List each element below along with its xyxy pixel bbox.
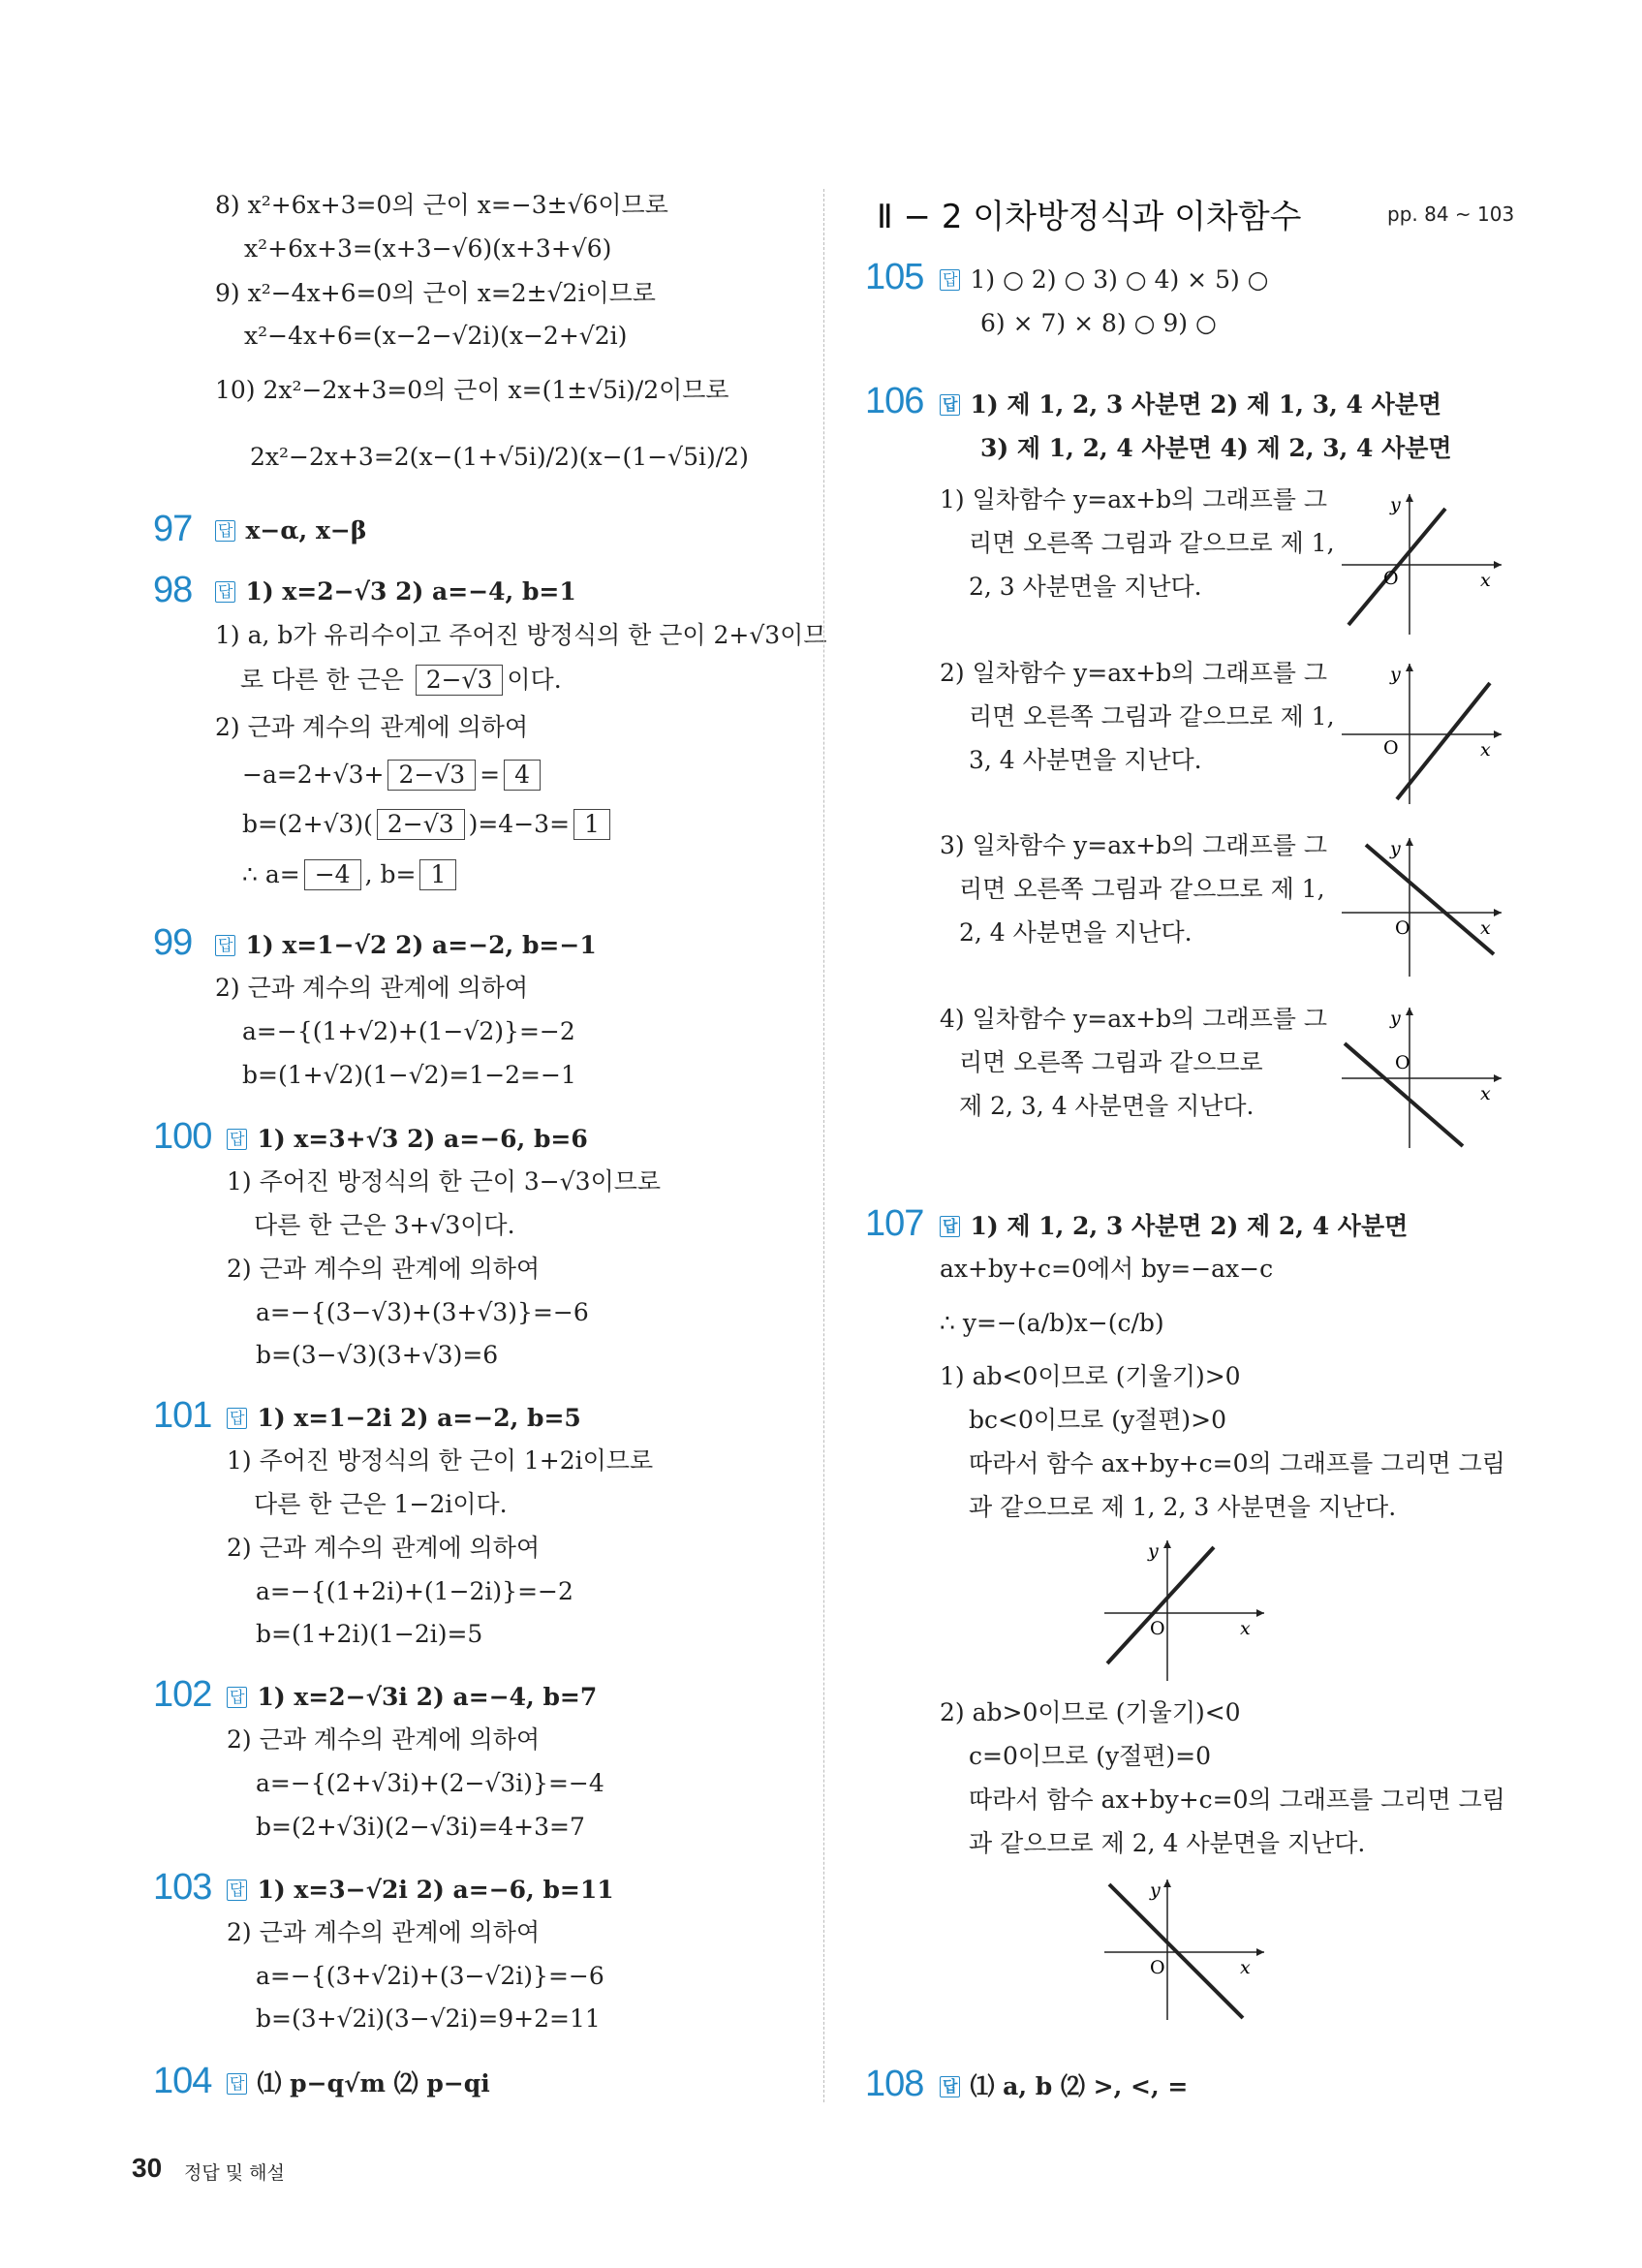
problem-number-104: 104	[153, 2061, 212, 2101]
origin-label: O	[1395, 1052, 1410, 1073]
origin-label: O	[1395, 917, 1410, 939]
y-axis-label: y	[1150, 1880, 1161, 1901]
answer-99-text: 1) x=1−√2 2) a=−2, b=−1	[245, 931, 597, 959]
p107-line-b3: 따라서 함수 ax+by+c=0의 그래프를 그리면 그림	[969, 1449, 1505, 1477]
answer-box: 2−√3	[416, 665, 504, 696]
p96-line-3: 9) x²−4x+6=0의 근이 x=2±√2i이므로	[215, 279, 656, 307]
answer-103	[227, 1875, 614, 1906]
p98-line-4	[242, 760, 544, 791]
answer-97-text: x−α, x−β	[245, 516, 367, 544]
answer-103-text: 1) x=3−√2i 2) a=−6, b=11	[257, 1876, 614, 1904]
p106-4-line-3: 제 2, 3, 4 사분면을 지난다.	[959, 1092, 1255, 1120]
y-axis-label: y	[1390, 1008, 1401, 1029]
section-title: Ⅱ − 2 이차방정식과 이차함수	[877, 198, 1302, 236]
p103-line-2: a=−{(3+√2i)+(3−√2i)}=−6	[256, 1962, 604, 1990]
answer-box: −4	[304, 859, 361, 890]
p100-line-5: b=(3−√3)(3+√3)=6	[256, 1341, 499, 1369]
graph-106-1	[1337, 489, 1506, 639]
text: −a=2+√3+	[242, 761, 385, 789]
p107-line-a1: ax+by+c=0에서 by=−ax−c	[940, 1255, 1274, 1283]
p101-line-4: a=−{(1+2i)+(1−2i)}=−2	[256, 1577, 573, 1605]
answer-107	[940, 1211, 1408, 1242]
answer-box: 1	[419, 859, 456, 890]
footer-label: 정답 및 해설	[184, 2162, 285, 2184]
p98-line-3: 2) 근과 계수의 관계에 의하여	[215, 713, 529, 741]
p106-2-line-1: 2) 일차함수 y=ax+b의 그래프를 그	[940, 659, 1327, 687]
p98-line-2	[240, 665, 562, 696]
answer-105-text-1: 1) ○ 2) ○ 3) ○ 4) × 5) ○	[970, 265, 1269, 294]
p107-line-c3: 따라서 함수 ax+by+c=0의 그래프를 그리면 그림	[969, 1786, 1505, 1814]
problem-number-97: 97	[153, 509, 193, 549]
p100-line-4: a=−{(3−√3)+(3+√3)}=−6	[256, 1298, 589, 1326]
p106-3-line-2: 리면 오른쪽 그림과 같으므로 제 1,	[959, 875, 1325, 903]
p98-line-6	[242, 859, 460, 890]
text: 로 다른 한 근은	[240, 666, 404, 694]
answer-tag: 답	[227, 1880, 247, 1901]
answer-105-row-1	[940, 264, 1269, 295]
graph-106-2	[1337, 659, 1506, 809]
p100-line-1: 1) 주어진 방정식의 한 근이 3−√3이므로	[227, 1167, 662, 1196]
p107-line-c4: 과 같으므로 제 2, 4 사분면을 지난다.	[969, 1829, 1366, 1857]
answer-tag: 답	[215, 935, 235, 956]
answer-100	[227, 1124, 588, 1155]
answer-97	[215, 515, 366, 546]
problem-number-102: 102	[153, 1674, 212, 1715]
p96-line-5: 10) 2x²−2x+3=0의 근이 x=(1±√5i)/2이므로	[215, 376, 729, 404]
origin-label: O	[1150, 1618, 1165, 1639]
answer-box: 4	[504, 760, 541, 791]
answer-98	[215, 576, 576, 607]
p106-2-line-2: 리면 오른쪽 그림과 같으므로 제 1,	[969, 702, 1335, 730]
p98-line-1: 1) a, b가 유리수이고 주어진 방정식의 한 근이 2+√3이므	[215, 621, 827, 649]
p107-line-b1: 1) ab<0이므로 (기울기)>0	[940, 1362, 1241, 1390]
answer-105-row-2: 6) × 7) × 8) ○ 9) ○	[980, 309, 1217, 337]
answer-108	[940, 2071, 1188, 2102]
p107-line-b4: 과 같으므로 제 1, 2, 3 사분면을 지난다.	[969, 1493, 1397, 1521]
p101-line-2: 다른 한 근은 1−2i이다.	[254, 1490, 508, 1518]
answer-box: 2−√3	[377, 809, 465, 840]
answer-100-text: 1) x=3+√3 2) a=−6, b=6	[257, 1125, 588, 1153]
answer-tag: 답	[227, 1129, 247, 1150]
p106-1-line-3: 2, 3 사분면을 지난다.	[969, 573, 1202, 601]
origin-label: O	[1383, 737, 1399, 759]
p107-line-b2: bc<0이므로 (y절편)>0	[969, 1406, 1227, 1434]
p99-line-3: b=(1+√2)(1−√2)=1−2=−1	[242, 1061, 576, 1089]
p107-line-a2: ∴ y=−(a/b)x−(c/b)	[940, 1309, 1164, 1337]
answer-101	[227, 1403, 581, 1434]
p106-1-line-2: 리면 오른쪽 그림과 같으므로 제 1,	[969, 529, 1335, 557]
y-axis-label: y	[1390, 838, 1401, 859]
page-number: 30	[132, 2153, 163, 2183]
p96-line-1: 8) x²+6x+3=0의 근이 x=−3±√6이므로	[215, 191, 668, 219]
p100-line-3: 2) 근과 계수의 관계에 의하여	[227, 1255, 541, 1283]
p103-line-3: b=(3+√2i)(3−√2i)=9+2=11	[256, 2004, 601, 2033]
p99-line-1: 2) 근과 계수의 관계에 의하여	[215, 974, 529, 1002]
problem-number-105: 105	[865, 257, 924, 297]
p107-line-c2: c=0이므로 (y절편)=0	[969, 1742, 1212, 1770]
p96-line-2: x²+6x+3=(x+3−√6)(x+3+√6)	[244, 234, 612, 263]
answer-tag: 답	[215, 581, 235, 603]
p106-4-line-2: 리면 오른쪽 그림과 같으므로	[959, 1048, 1263, 1076]
p101-line-3: 2) 근과 계수의 관계에 의하여	[227, 1534, 541, 1562]
answer-101-text: 1) x=1−2i 2) a=−2, b=5	[257, 1404, 581, 1432]
x-axis-label: x	[1480, 570, 1491, 591]
text: b=(2+√3)(	[242, 810, 373, 838]
answer-106-row-2: 3) 제 1, 2, 4 사분면 4) 제 2, 3, 4 사분면	[980, 434, 1452, 462]
text: ∴ a=	[242, 860, 300, 888]
p102-line-2: a=−{(2+√3i)+(2−√3i)}=−4	[256, 1769, 604, 1797]
x-axis-label: x	[1480, 917, 1491, 939]
p106-4-line-1: 4) 일차함수 y=ax+b의 그래프를 그	[940, 1005, 1327, 1033]
answer-tag: 답	[940, 394, 960, 416]
graph-107-1	[1100, 1536, 1269, 1686]
y-axis-label: y	[1148, 1540, 1159, 1562]
answer-tag: 답	[940, 2076, 960, 2097]
x-axis-label: x	[1240, 1957, 1251, 1978]
text: 이다.	[507, 666, 562, 694]
text: , b=	[364, 860, 417, 888]
answer-106-text-1: 1) 제 1, 2, 3 사분면 2) 제 1, 3, 4 사분면	[970, 390, 1442, 419]
p106-1-line-1: 1) 일차함수 y=ax+b의 그래프를 그	[940, 485, 1327, 513]
graph-107-2	[1100, 1875, 1269, 2025]
answer-102	[227, 1682, 597, 1713]
p106-3-line-3: 2, 4 사분면을 지난다.	[959, 918, 1193, 947]
answer-box: 2−√3	[387, 760, 476, 791]
x-axis-label: x	[1480, 1083, 1491, 1104]
answer-99	[215, 930, 597, 961]
problem-number-99: 99	[153, 922, 193, 963]
y-axis-label: y	[1390, 664, 1401, 685]
p96-line-4: x²−4x+6=(x−2−√2i)(x−2+√2i)	[244, 322, 628, 350]
origin-label: O	[1383, 568, 1399, 589]
answer-98-text: 1) x=2−√3 2) a=−4, b=1	[245, 577, 576, 606]
problem-number-108: 108	[865, 2064, 924, 2104]
p98-line-5	[242, 809, 614, 840]
p99-line-2: a=−{(1+√2)+(1−√2)}=−2	[242, 1017, 575, 1045]
answer-tag: 답	[940, 269, 960, 291]
p102-line-3: b=(2+√3i)(2−√3i)=4+3=7	[256, 1813, 585, 1841]
answer-104	[227, 2068, 490, 2099]
answer-107-text: 1) 제 1, 2, 3 사분면 2) 제 2, 4 사분면	[970, 1212, 1409, 1240]
answer-tag: 답	[227, 1408, 247, 1429]
problem-number-100: 100	[153, 1116, 212, 1157]
problem-number-98: 98	[153, 570, 193, 610]
text: =	[480, 761, 501, 789]
p106-2-line-3: 3, 4 사분면을 지난다.	[969, 746, 1202, 774]
p101-line-1: 1) 주어진 방정식의 한 근이 1+2i이므로	[227, 1446, 654, 1475]
problem-number-103: 103	[153, 1867, 212, 1908]
problem-number-107: 107	[865, 1203, 924, 1244]
answer-box: 1	[573, 809, 610, 840]
answer-tag: 답	[227, 2073, 247, 2095]
answer-108-text: ⑴ a, b ⑵ >, <, =	[970, 2072, 1189, 2100]
p100-line-2: 다른 한 근은 3+√3이다.	[254, 1211, 515, 1239]
text: )=4−3=	[468, 810, 571, 838]
answer-104-text: ⑴ p−q√m ⑵ p−qi	[257, 2069, 490, 2097]
y-axis-label: y	[1390, 494, 1401, 515]
answer-tag: 답	[227, 1687, 247, 1708]
p106-3-line-1: 3) 일차함수 y=ax+b의 그래프를 그	[940, 831, 1327, 859]
answer-106-row-1	[940, 389, 1441, 420]
graph-106-3	[1337, 833, 1506, 979]
p102-line-1: 2) 근과 계수의 관계에 의하여	[227, 1725, 541, 1754]
page-range: pp. 84 ~ 103	[1387, 202, 1515, 226]
p96-line-6: 2x²−2x+3=2(x−(1+√5i)/2)(x−(1−√5i)/2)	[250, 443, 749, 471]
problem-number-101: 101	[153, 1395, 212, 1436]
x-axis-label: x	[1480, 739, 1491, 761]
column-divider	[823, 189, 824, 2102]
p107-line-c1: 2) ab>0이므로 (기울기)<0	[940, 1698, 1241, 1726]
problem-number-106: 106	[865, 381, 924, 421]
origin-label: O	[1150, 1957, 1165, 1978]
x-axis-label: x	[1240, 1618, 1251, 1639]
graph-106-4	[1337, 1003, 1506, 1153]
answer-102-text: 1) x=2−√3i 2) a=−4, b=7	[257, 1683, 598, 1711]
answer-tag: 답	[940, 1216, 960, 1237]
answer-tag: 답	[215, 520, 235, 542]
p103-line-1: 2) 근과 계수의 관계에 의하여	[227, 1918, 541, 1946]
p101-line-5: b=(1+2i)(1−2i)=5	[256, 1620, 483, 1648]
